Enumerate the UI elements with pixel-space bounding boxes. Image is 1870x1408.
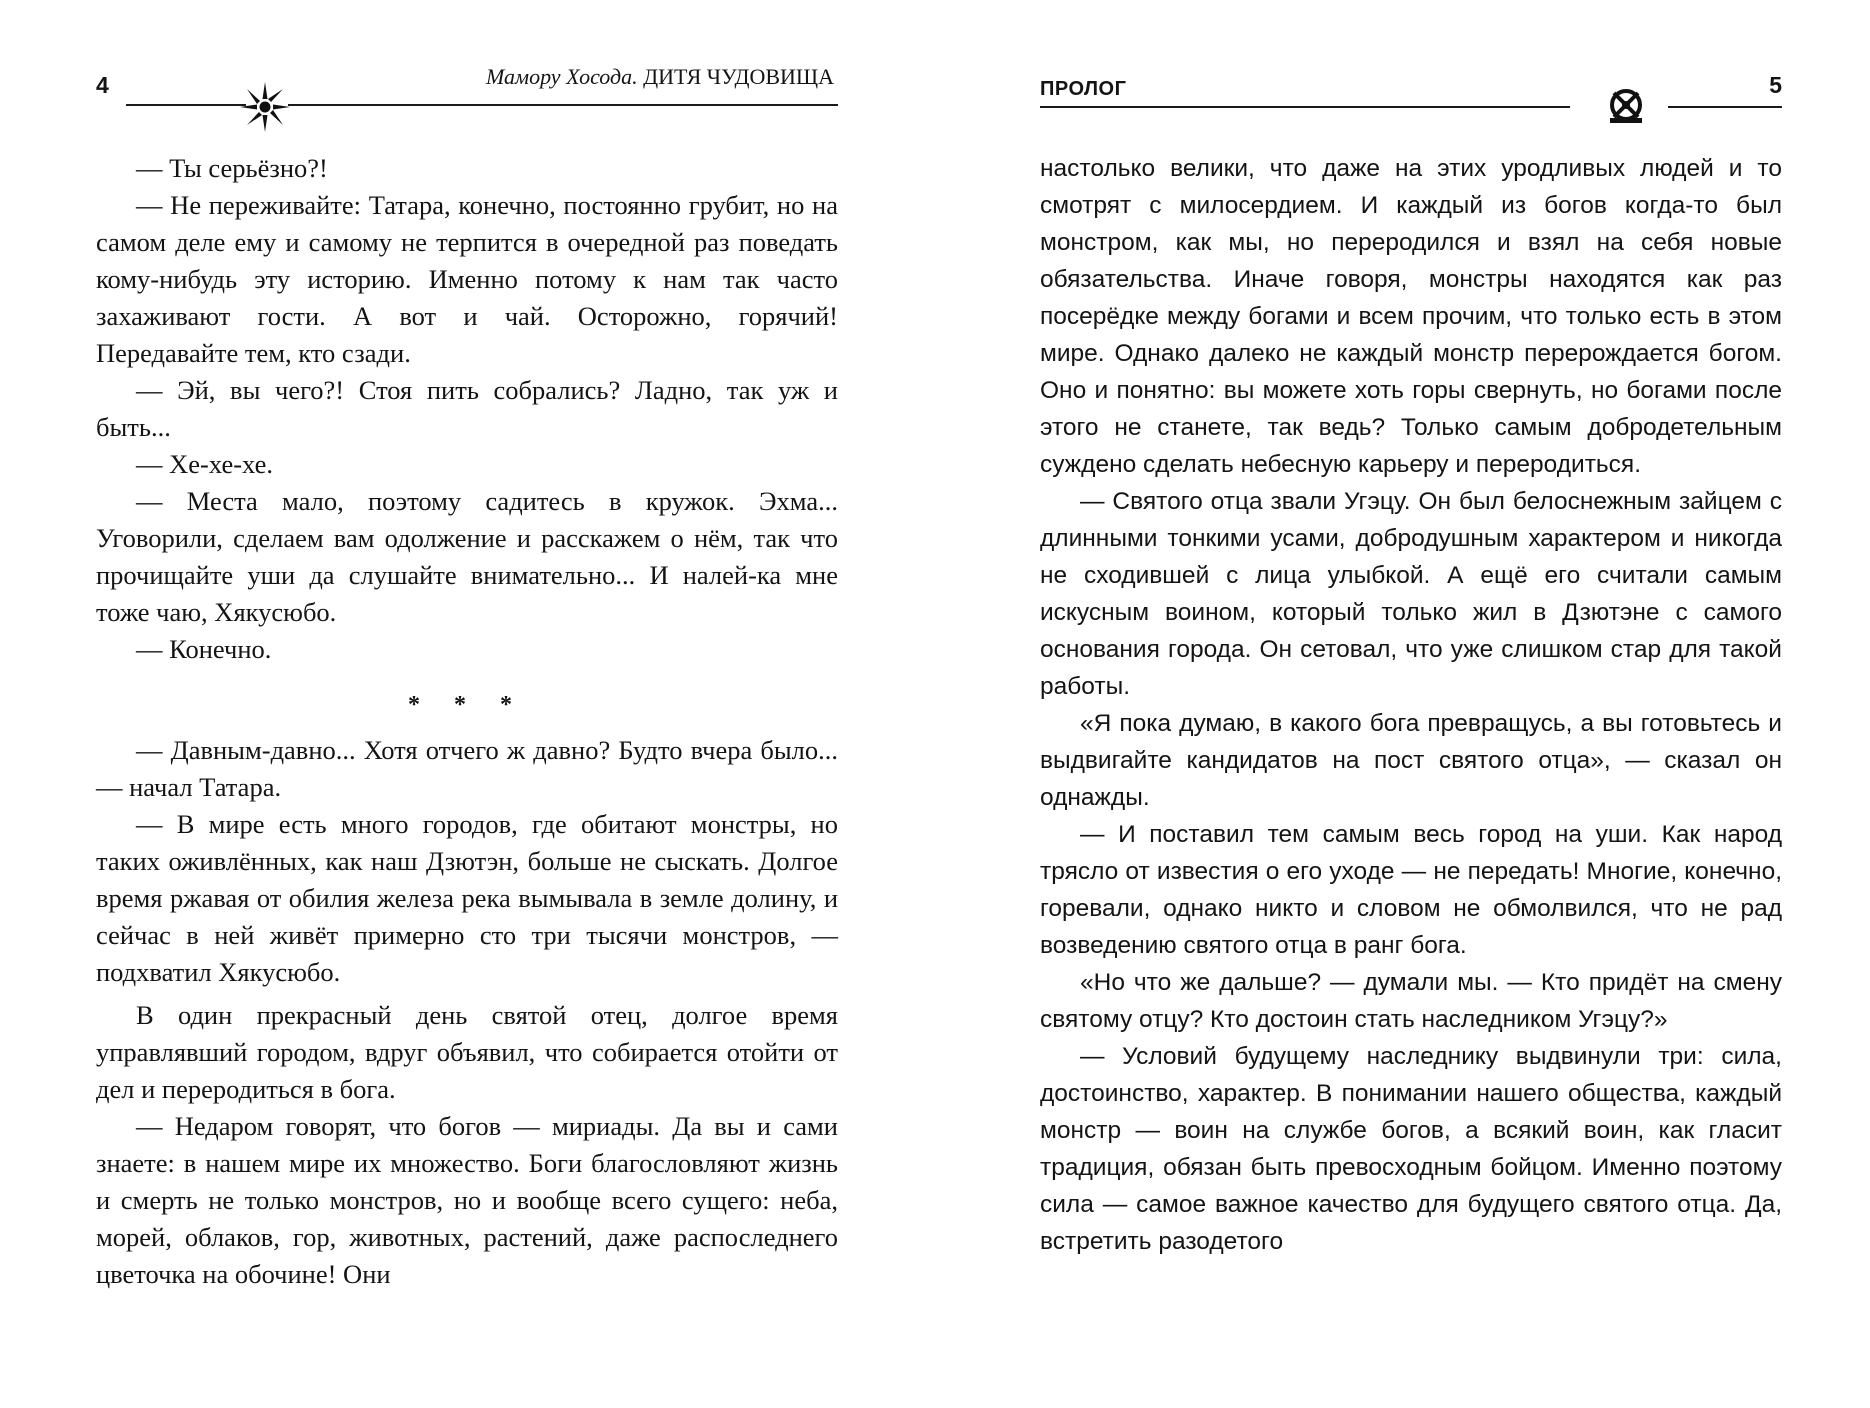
book-author: Мамору Хосода. [486, 64, 638, 89]
running-head-left [96, 64, 838, 140]
head-rule [126, 104, 246, 106]
head-rule [288, 104, 838, 106]
paragraph: — Святого отца звали Угэцу. Он был белоснежным зайцем с длинными тонкими усами, добродушным характером и никогда не сходившей с лица улыбкой. А ещё его считали самым искусным воином, который только жил в Дзютэне с самого основания города. Он сетовал, что уже слишком стар для такой работы. [1040, 488, 1782, 700]
paragraph: настолько велики, что даже на этих уродливых людей и то смотрят с милосердием. И каждый из богов когда-то был монстром, как мы, но переродился и взял на себя новые обязательства. Иначе говоря, монстры находятся как раз посерёдке между богами и всем прочим, что только есть в этом мире. Однако далеко не каждый монстр перерождается богом. Оно и понятно: вы можете хоть горы свернуть, но богами после этого не станете, так ведь? Только самым добродетельным суждено сделать небесную карьеру и переродиться. [1040, 155, 1782, 478]
paragraph: — Условий будущему наследнику выдвинули три: сила, достоинство, характер. В понимании нашего общества, каждый монстр — воин на службе богов, а всякий воин, как гласит традиция, обязан быть превосходным бойцом. Именно поэтому сила — самое важное качество для будущего святого отца. Да, встретить разодетого [1040, 1043, 1782, 1255]
paragraph: — Хе-хе-хе. [136, 449, 274, 479]
paragraph: — Недаром говорят, что богов — мириады. Да вы и сами знаете: в нашем мире их множество. Боги благословляют жизнь и смерть не только монстров, но и вообще всего сущего: неба, морей, облаков, гор, животных, растений, даже распоследнего цветочка на обочине! Они [96, 1111, 838, 1289]
sun-ornament-icon [236, 78, 294, 136]
book-title: ДИТЯ ЧУДОВИЩА [643, 64, 834, 89]
right-page [1040, 0, 1782, 1408]
paragraph: — Давным-давно... Хотя отчего ж давно? Будто вчера было... — начал Татара. [96, 735, 838, 802]
paragraph: — И поставил тем самым весь город на уши. Как народ трясло от известия о его уходе — не передать! Многие, конечно, горевали, однако никто и словом не обмолвился, что не рад возведению святого отца в ранг бога. [1040, 821, 1782, 959]
left-page [96, 0, 838, 1408]
page-number: 5 [1769, 72, 1782, 98]
running-head-right [1040, 70, 1782, 140]
left-page-text [96, 150, 838, 1293]
crest-ornament-icon [1602, 80, 1650, 128]
head-rule [1040, 106, 1570, 108]
scene-break: * * * [408, 692, 526, 718]
right-page-text [1040, 150, 1782, 1260]
running-head-title [486, 64, 834, 90]
paragraph: «Я пока думаю, в какого бога превращусь, а вы готовьтесь и выдвигайте кандидатов на пост святого отца», — сказал он однажды. [1040, 710, 1782, 811]
paragraph: — Конечно. [136, 634, 272, 664]
head-rule [1668, 106, 1782, 108]
paragraph: — В мире есть много городов, где обитают монстры, но таких оживлённых, как наш Дзютэн, больше не сыскать. Долгое время ржавая от обилия железа река вымывала в земле долину, и сейчас в ней живёт примерно сто три тысячи монстров, — подхватил Хякусюбо. [96, 809, 838, 987]
paragraph: — Эй, вы чего?! Стоя пить собрались? Ладно, так уж и быть... [96, 375, 838, 442]
paragraph: — Не переживайте: Татара, конечно, постоянно грубит, но на самом деле ему и самому не терпится в очередной раз поведать кому-нибудь эту историю. Именно потому к нам так часто захаживают гости. А вот и чай. Осторожно, горячий! Передавайте тем, кто сзади. [96, 190, 838, 368]
paragraph: — Места мало, поэтому садитесь в кружок. Эхма... Уговорили, сделаем вам одолжение и расскажем о нём, так что прочищайте уши да слушайте внимательно... И налей-ка мне тоже чаю, Хякусюбо. [96, 486, 838, 627]
paragraph: «Но что же дальше? — думали мы. — Кто придёт на смену святому отцу? Кто достоин стать наследником Угэцу?» [1040, 969, 1782, 1033]
section-title: ПРОЛОГ [1040, 78, 1127, 100]
paragraph: В один прекрасный день святой отец, долгое время управлявший городом, вдруг объявил, что собирается отойти от дел и переродиться в бога. [96, 1000, 838, 1104]
page-number: 4 [96, 72, 109, 98]
paragraph: — Ты серьёзно?! [136, 153, 328, 183]
